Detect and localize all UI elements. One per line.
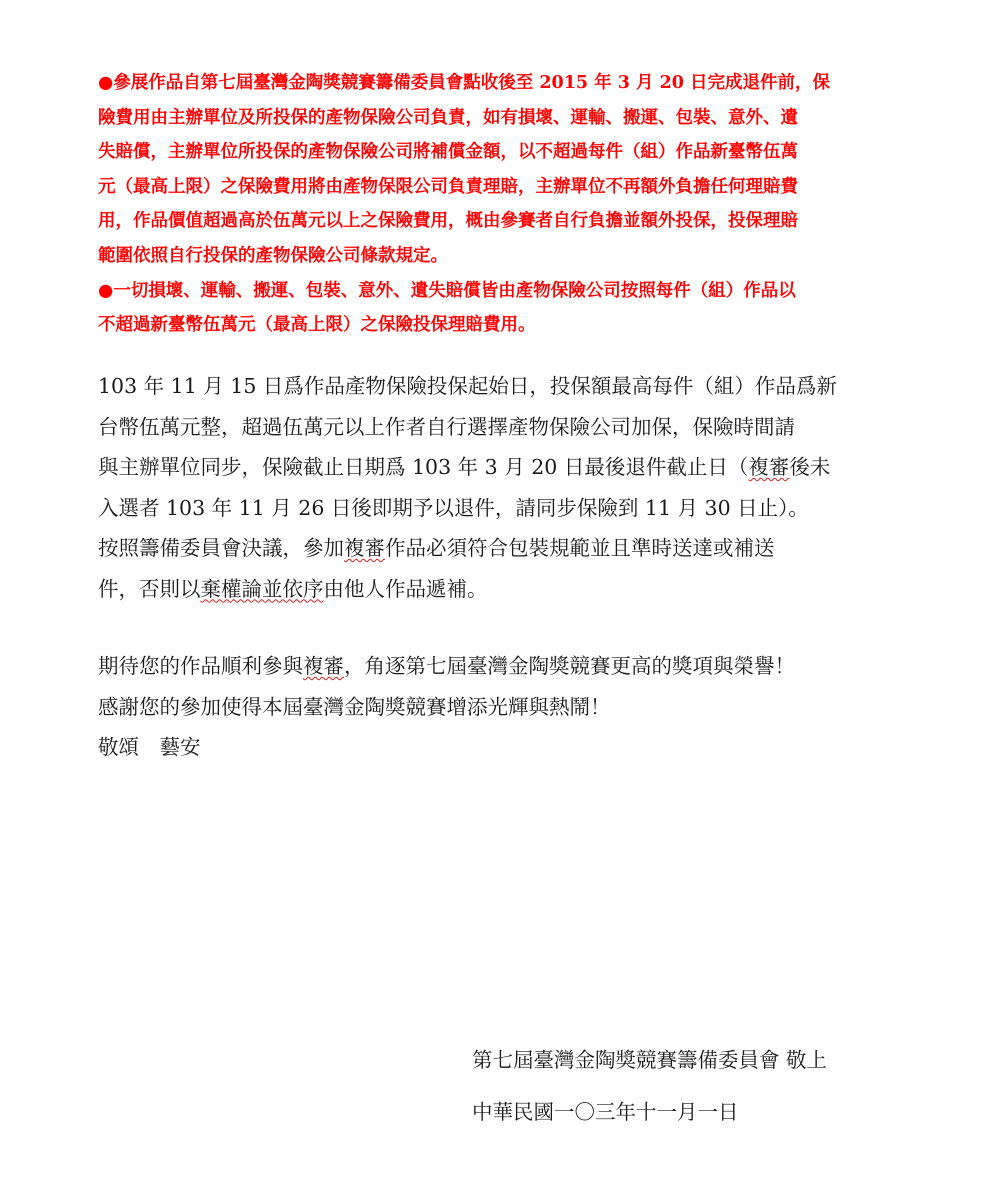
closing-line: 感謝您的參加使得本屆臺灣金陶獎競賽增添光輝與熱鬧！ [98, 694, 611, 719]
signature-date: 中華民國一〇三年十一月一日 [472, 1100, 739, 1124]
spellcheck-flagged-word[interactable]: 棄權論並依序 [200, 576, 324, 601]
body-text: 與主辦單位同步，保險截止日期爲 103 年 3 月 20 日最後退件截止日（ [98, 455, 749, 479]
body-line [98, 569, 910, 610]
closing-line [98, 646, 795, 687]
closing-text: 期待您的作品順利參與 [98, 654, 303, 678]
notice-line: 範圍依照自行投保的產物保險公司條款規定。 [98, 245, 448, 266]
spellcheck-flagged-word[interactable]: 複審 [303, 654, 344, 678]
body-text: 件，否則以 [98, 576, 201, 601]
body-text: 作品必須符合包裝規範並且準時送達或補送 [385, 536, 775, 560]
body-text: 由他人作品遞補。 [323, 576, 488, 601]
spellcheck-flagged-word[interactable]: 複審 [344, 536, 385, 560]
notice-line: 用，作品價值超過高於伍萬元以上之保險費用，概由參賽者自行負擔並額外投保，投保理賠 [98, 211, 798, 232]
notice-line: 險費用由主辦單位及所投保的產物保險公司負責，如有損壞、運輸、搬運、包裝、意外、遺 [98, 107, 798, 128]
body-line [98, 447, 910, 488]
notice-paragraph-1 [98, 66, 910, 274]
insurance-details-paragraph [98, 366, 910, 609]
body-text: 後未 [789, 455, 831, 479]
notice-line: ●一切損壞、運輸、搬運、包裝、意外、遺失賠償皆由產物保險公司按照每件（組）作品以 [98, 280, 796, 301]
insurance-notice [98, 66, 910, 343]
spellcheck-flagged-word[interactable]: 複審 [748, 455, 790, 479]
notice-line: 元（最高上限）之保險費用將由產物保限公司負責理賠，主辦單位不再額外負擔任何理賠費 [98, 176, 798, 197]
signature [472, 1034, 827, 1138]
signature-organization: 第七屆臺灣金陶獎競賽籌備委員會 敬上 [472, 1048, 828, 1072]
notice-line: 不超過新臺幣伍萬元（最高上限）之保險投保理賠費用。 [98, 315, 536, 336]
closing-paragraph [98, 646, 795, 768]
body-line: 台幣伍萬元整，超過伍萬元以上作者自行選擇產物保險公司加保，保險時間請 [98, 414, 795, 439]
body-line: 103 年 11 月 15 日爲作品產物保險投保起始日，投保額最高每件（組）作品爲新 [98, 374, 837, 398]
closing-text: ，角逐第七屆臺灣金陶獎競賽更高的獎項與榮譽！ [344, 654, 795, 678]
body-text: 按照籌備委員會決議，參加 [98, 536, 344, 560]
notice-line: 失賠償，主辦單位所投保的產物保險公司將補償金額，以不超過每件（組）作品新臺幣伍萬 [98, 142, 798, 163]
notice-line: ●參展作品自第七屆臺灣金陶獎競賽籌備委員會點收後至 2015 年 3 月 20 日完成退件前，保 [98, 73, 831, 93]
notice-paragraph-2 [98, 274, 910, 343]
body-line: 入選者 103 年 11 月 26 日後即期予以退件，請同步保險到 11 月 30 日止）。 [98, 495, 809, 520]
body-line [98, 528, 910, 569]
salutation: 敬頌 藝安 [98, 735, 201, 759]
